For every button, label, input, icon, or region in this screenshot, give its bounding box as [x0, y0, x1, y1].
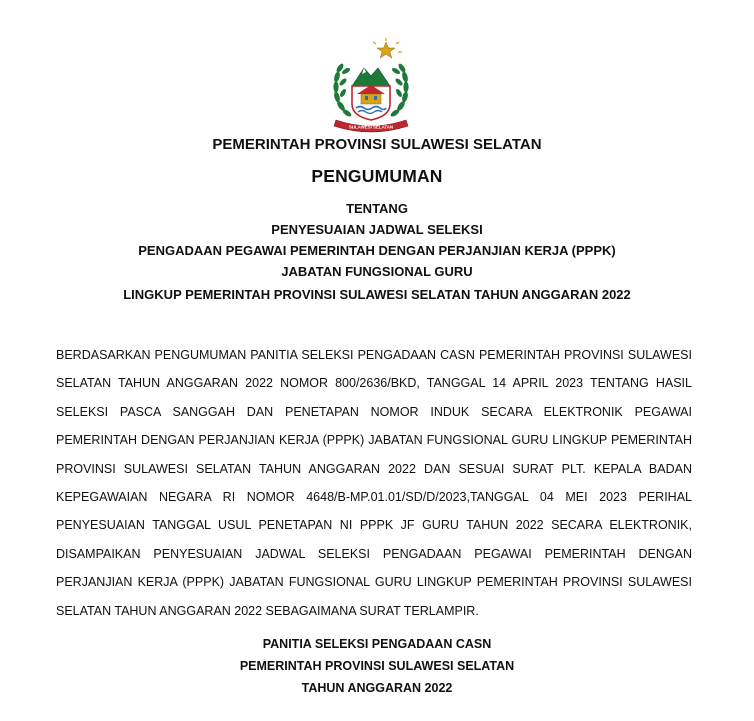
- emblem-ribbon-text: SULAWESI SELATAN: [348, 124, 394, 130]
- government-title: PEMERINTAH PROVINSI SULAWESI SELATAN: [212, 136, 542, 153]
- subtitle-line-1: TENTANG: [346, 201, 408, 216]
- subtitle-line-2: PENYESUAIAN JADWAL SELEKSI: [271, 222, 483, 237]
- subtitle-line-5: LINGKUP PEMERINTAH PROVINSI SULAWESI SELATAN TAHUN ANGGARAN 2022: [123, 287, 631, 302]
- emblem-graphic: [328, 38, 414, 134]
- coat-of-arms-logo: [328, 38, 414, 134]
- subtitle-line-4: JABATAN FUNGSIONAL GURU: [281, 264, 473, 279]
- announcement-title: PENGUMUMAN: [311, 166, 443, 186]
- subtitle-line-3: PENGADAAN PEGAWAI PEMERINTAH DENGAN PERJANJIAN KERJA (PPPK): [138, 243, 616, 258]
- signature-line-1: PANITIA SELEKSI PENGADAAN CASN: [262, 637, 492, 651]
- announcement-body-paragraph: BERDASARKAN PENGUMUMAN PANITIA SELEKSI PENGADAAN CASN PEMERINTAH PROVINSI SULAWESI SELATAN TAHUN ANGGARAN 2022 NOMOR 800/2636/BKD, TANGGAL 14 APRIL 2023 TENTANG HASIL SELEKSI PASCA SANGGAH DAN PENETAPAN NOMOR INDUK SECARA ELEKTRONIK PEGAWAI PEMERINTAH DENGAN PERJANJIAN KERJA (PPPK) JABATAN FUNGSIONAL GURU LINGKUP PEMERINTAH PROVINSI SULAWESI SELATAN TAHUN ANGGARAN 2022 DAN SESUAI SURAT PLT. KEPALA BADAN KEPEGAWAIAN NEGARA RI NOMOR 4648/B-MP.01.01/SD/D/2023,TANGGAL 04 MEI 2023 PERIHAL PENYESUAIAN TANGGAL USUL PENETAPAN NI PPPK JF GURU TAHUN 2022 SECARA ELEKTRONIK, DISAMPAIKAN PENYESUAIAN JADWAL SELEKSI PENGADAAN PEGAWAI PEMERINTAH DENGAN PERJANJIAN KERJA (PPPK) JABATAN FUNGSIONAL GURU LINGKUP PEMERINTAH PROVINSI SULAWESI SELATAN TAHUN ANGGARAN 2022 SEBAGAIMANA SURAT TERLAMPIR.: [56, 348, 692, 618]
- signature-line-2: PEMERINTAH PROVINSI SULAWESI SELATAN: [239, 659, 515, 673]
- signature-line-3: TAHUN ANGGARAN 2022: [301, 681, 453, 695]
